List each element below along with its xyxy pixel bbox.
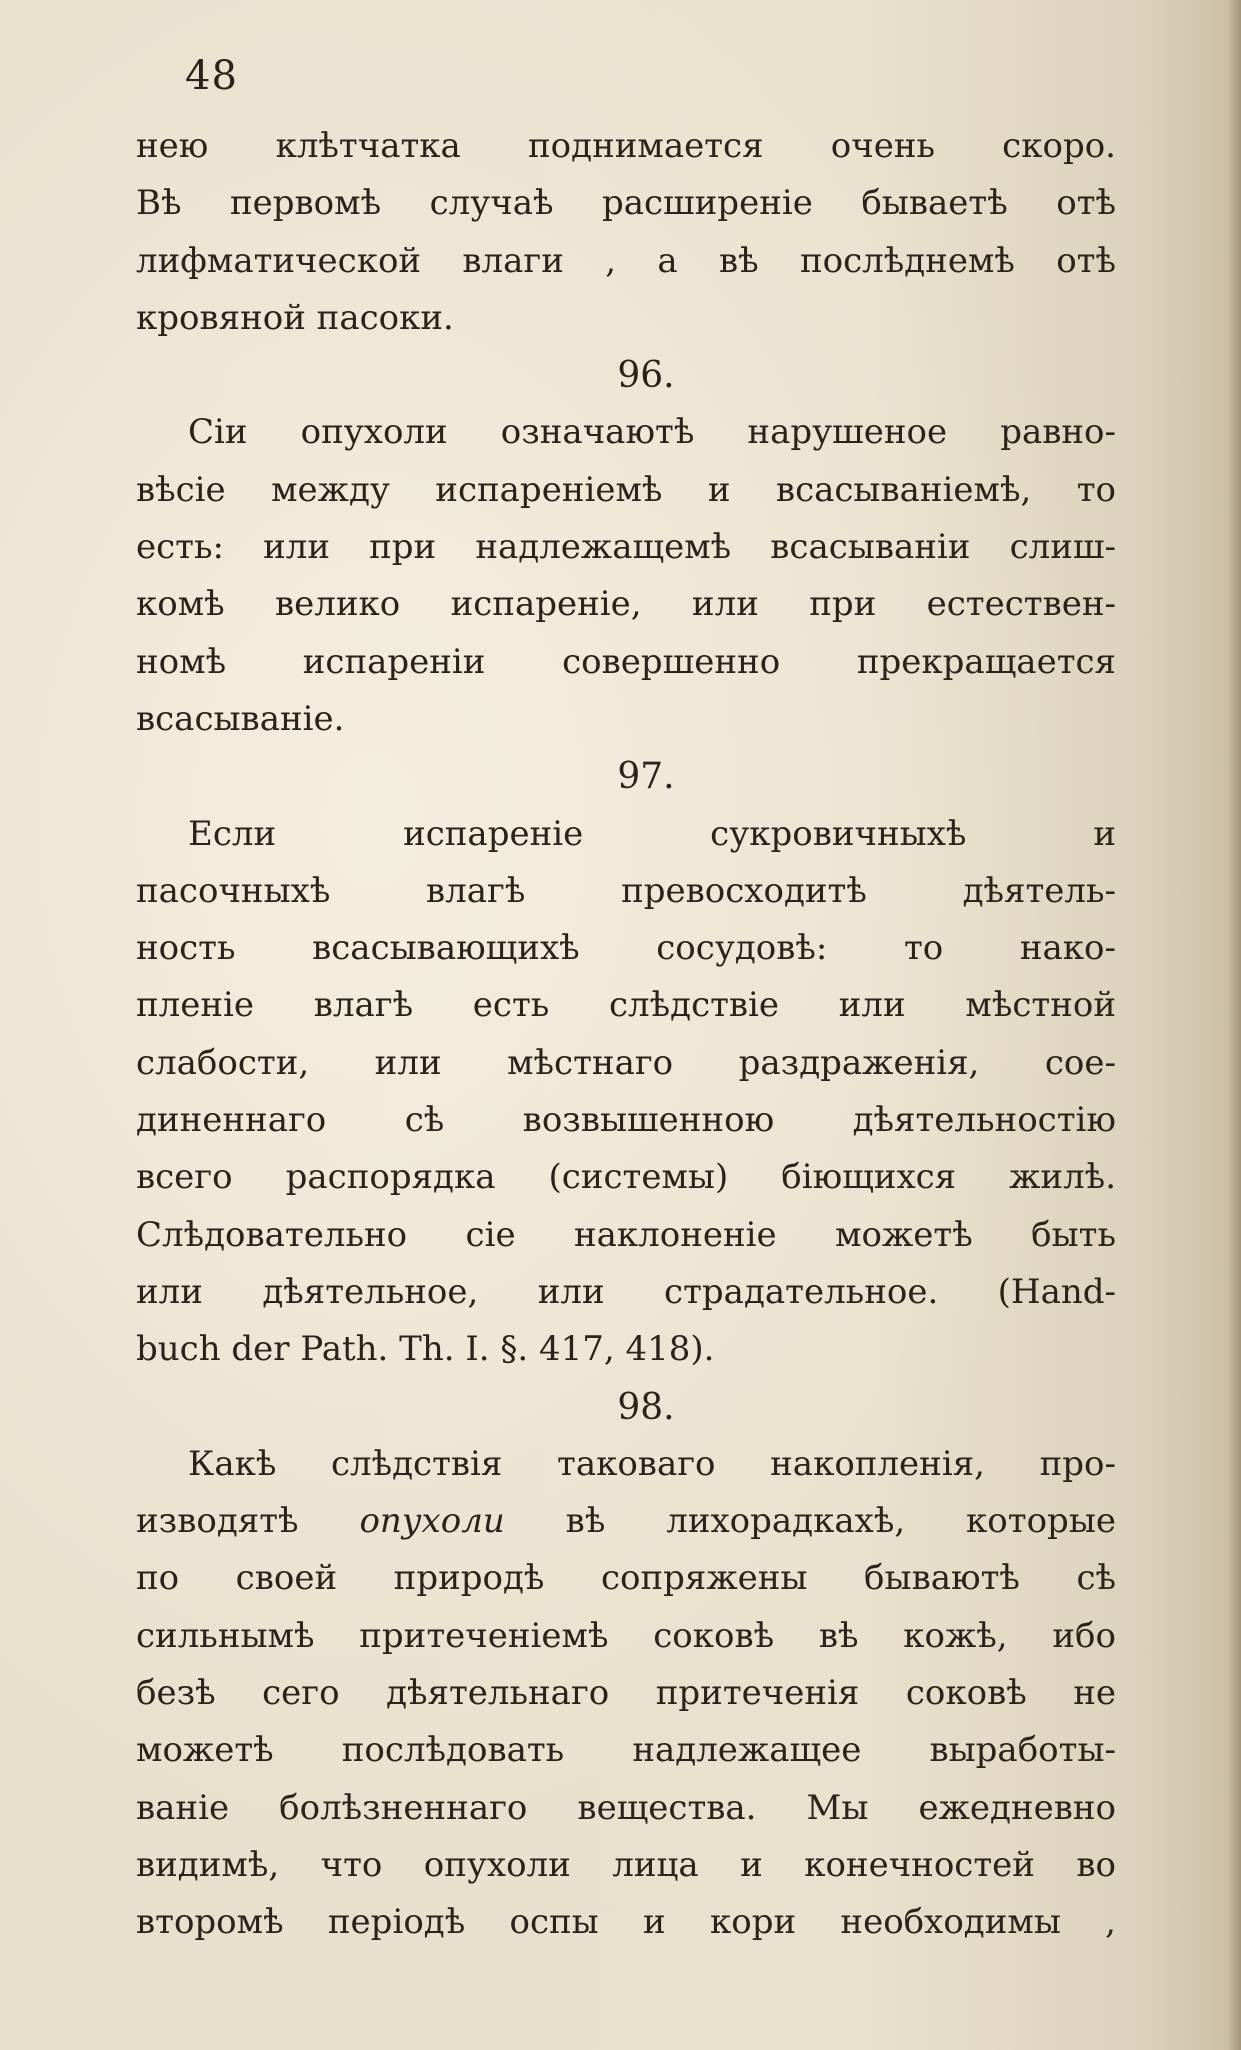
text-line: по своей природѣ сопряжены бываютѣ сѣ: [136, 1558, 1116, 1599]
text-line: Слѣдовательно сіе наклоненіе можетѣ быть: [136, 1214, 1116, 1255]
text-line: пленіе влагѣ есть слѣдствіе или мѣстной: [136, 985, 1116, 1026]
text-line: сильнымѣ притеченіемѣ соковѣ вѣ кожѣ, ибо: [136, 1615, 1116, 1656]
text-line: buch der Path. Th. I. §. 417, 418).: [136, 1329, 715, 1370]
text-line: ваніе болѣзненнаго вещества. Мы ежедневно: [136, 1787, 1116, 1828]
text-line: всего распорядка (системы) біющихся жилѣ.: [136, 1157, 1116, 1198]
text-line: видимѣ, что опухоли лица и конечностей во: [136, 1844, 1116, 1885]
text-line: есть: или при надлежащемѣ всасываніи слиш-: [136, 527, 1116, 568]
text-line: нею клѣтчатка поднимается очень скоро.: [136, 126, 1116, 166]
text-line: вѣсіе между испареніемѣ и всасываніемѣ, то: [136, 469, 1116, 510]
section-number-98: 98.: [617, 1386, 675, 1428]
page-gutter-shadow: [1227, 0, 1241, 2050]
text-span: вѣ лихорадкахѣ, которые: [565, 1501, 1116, 1542]
section-number-96: 96.: [617, 355, 675, 397]
text-line: пасочныхѣ влагѣ превосходитѣ дѣятель-: [136, 870, 1116, 911]
text-line: лифматической влаги , а вѣ послѣднемѣ отѣ: [136, 240, 1116, 281]
text-line-with-italic: [136, 1493, 1116, 1550]
text-span: изводятѣ: [136, 1501, 299, 1542]
page-number: 48: [185, 53, 238, 99]
italic-term: опухоли: [359, 1501, 505, 1542]
text-line: Какѣ слѣдствія таковаго накопленія, про-: [188, 1443, 1116, 1484]
text-line: ность всасывающихѣ сосудовѣ: то нако-: [136, 928, 1116, 969]
page-text: [136, 118, 1116, 1952]
text-line: комѣ велико испареніе, или при естествен-: [136, 584, 1116, 625]
text-line: безѣ сего дѣятельнаго притеченія соковѣ не: [136, 1673, 1116, 1714]
text-line: второмѣ періодѣ оспы и кори необходимы ,: [136, 1902, 1116, 1943]
text-line: кровяной пасоки.: [136, 297, 454, 338]
text-line: номѣ испареніи совершенно прекращается: [136, 641, 1116, 682]
section-number-97: 97.: [617, 756, 675, 798]
text-line: Если испареніе сукровичныхѣ и: [188, 813, 1116, 854]
text-line: Сіи опухоли означаютѣ нарушеное равно-: [188, 412, 1116, 453]
text-line: Вѣ первомѣ случаѣ расширеніе бываетѣ отѣ: [136, 183, 1116, 224]
text-line: всасываніе.: [136, 698, 345, 739]
text-line: или дѣятельное, или страдательное. (Hand-: [136, 1271, 1116, 1312]
text-line: слабости, или мѣстнаго раздраженія, сое-: [136, 1042, 1116, 1083]
text-line: можетѣ послѣдовать надлежащее выработы-: [136, 1730, 1116, 1771]
text-line: диненнаго сѣ возвышенною дѣятельностію: [136, 1100, 1116, 1141]
